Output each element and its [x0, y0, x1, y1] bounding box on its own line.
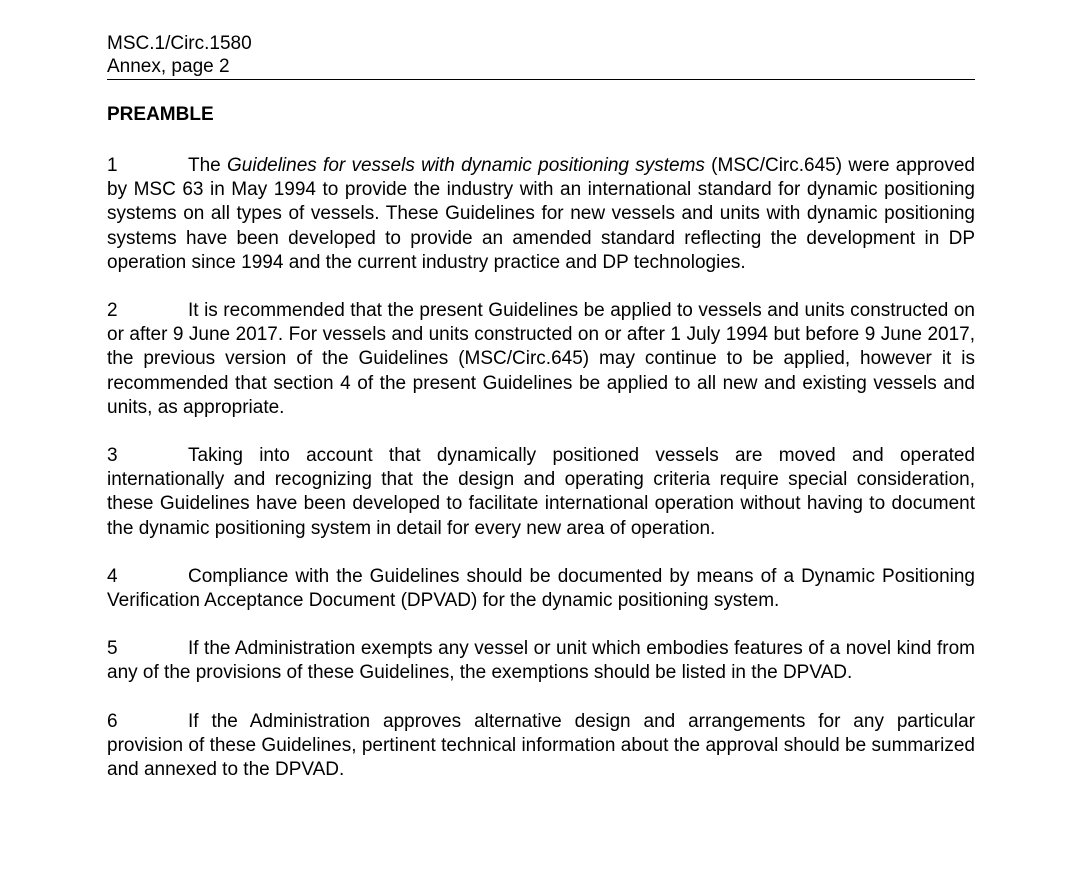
paragraph-6: [107, 710, 975, 783]
paragraph-2: [107, 299, 975, 420]
paragraph-text: Taking into account that dynamically positioned vessels are moved and operated internationally and recognizing that the design and operating criteria require special consideration, these Guidelines have been developed to facilitate international operation without having to document the dynamic positioning system in detail for every new area of operation.: [107, 445, 975, 539]
paragraph-number: 6: [107, 710, 118, 732]
paragraph-number: 4: [107, 565, 118, 587]
paragraph-text: If the Administration approves alternative design and arrangements for any particular provision of these Guidelines, pertinent technical information about the approval should be summarized and annexed to the DPVAD.: [107, 710, 975, 781]
paragraph-4: [107, 565, 975, 613]
paragraph-text-lead: The: [188, 155, 227, 176]
paragraph-text: (MSC/Circ.645) were approved by MSC 63 in May 1994 to provide the industry with an international standard for dynamic positioning systems on all types of vessels. These Guidelines for new vessels and units with dynamic positioning systems have been developed to provide an amended standard reflecting the development in DP operation since 1994 and the current industry practice and DP technologies.: [107, 155, 975, 273]
paragraph-number: 1: [107, 155, 118, 176]
paragraph-3: [107, 444, 975, 541]
paragraph-number: 2: [107, 300, 118, 322]
paragraph-text: Compliance with the Guidelines should be documented by means of a Dynamic Positioning Verification Acceptance Document (DPVAD) for the dynamic positioning system.: [107, 565, 975, 612]
paragraph-5: [107, 637, 975, 685]
document-reference: MSC.1/Circ.1580: [107, 33, 252, 54]
paragraph-text: If the Administration exempts any vessel or unit which embodies features of a novel kind from any of the provisions of these Guidelines, the exemptions should be listed in the DPVAD.: [107, 638, 975, 684]
document-page: [107, 32, 975, 782]
paragraph-1: [107, 154, 975, 275]
section-heading: PREAMBLE: [107, 104, 214, 125]
page-reference: Annex, page 2: [107, 56, 230, 77]
guidelines-title: Guidelines for vessels with dynamic positioning systems: [227, 155, 705, 176]
page-header: [107, 32, 975, 80]
paragraph-number: 5: [107, 638, 118, 660]
paragraph-number: 3: [107, 445, 118, 467]
paragraph-text: It is recommended that the present Guidelines be applied to vessels and units constructed on or after 9 June 2017. For vessels and units constructed on or after 1 July 1994 but before 9 June 2017, the previous version of the Guidelines (MSC/Circ.645) may continue to be applied, however it is recommended that section 4 of the present Guidelines be applied to all new and existing vessels and units, as appropriate.: [107, 300, 975, 418]
